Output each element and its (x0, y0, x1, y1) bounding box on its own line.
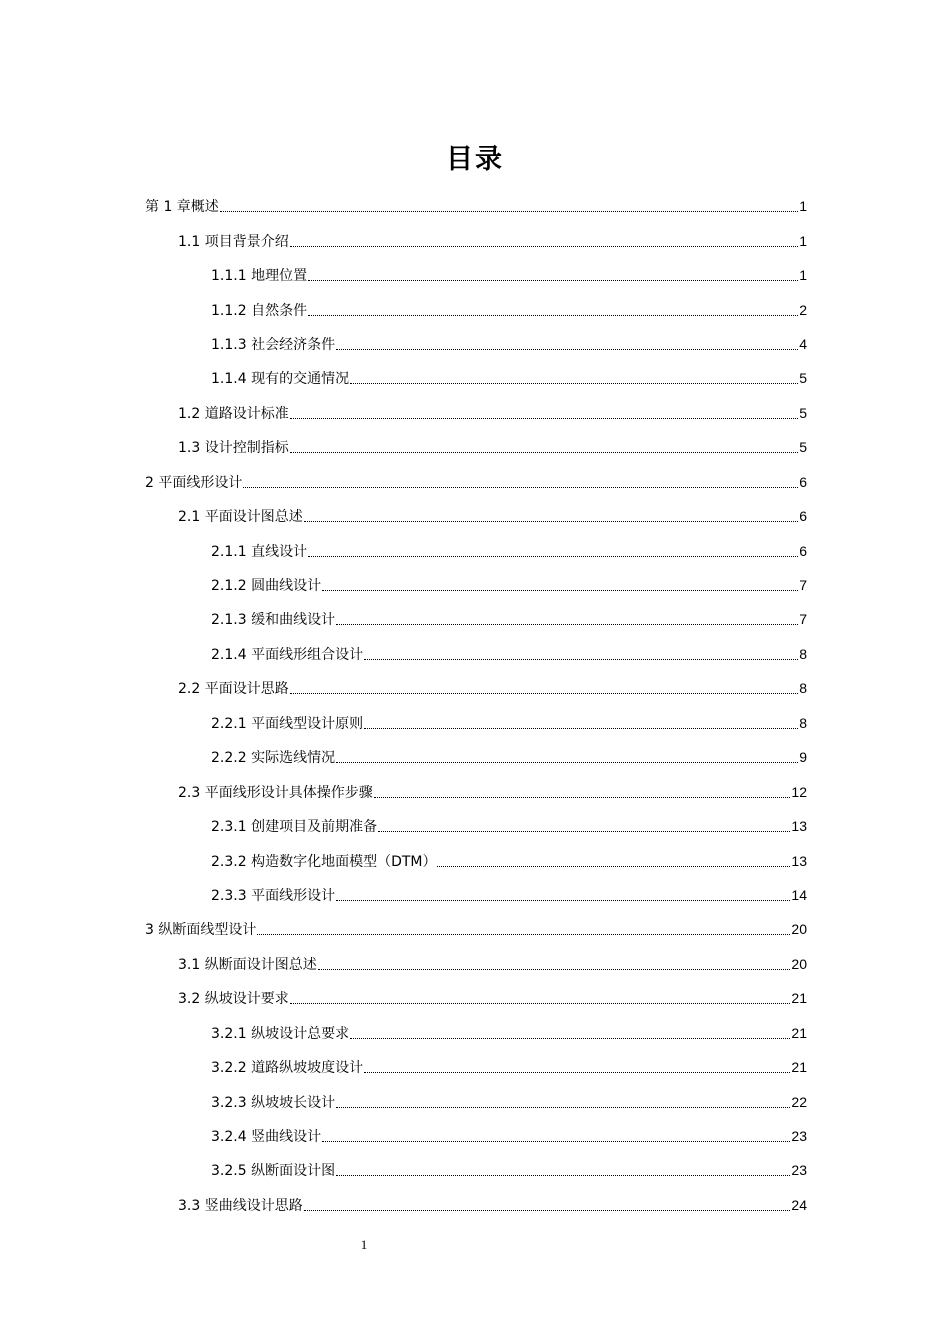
toc-entry-content (211, 747, 807, 767)
toc-dot-leader (322, 1140, 790, 1142)
toc-entry-content (211, 1023, 807, 1043)
toc-entry-page: 21 (791, 1059, 807, 1076)
toc-entry-title: 3.1 纵断面设计图总述 (178, 956, 317, 973)
toc-dot-leader (243, 486, 798, 488)
page-number: 1 (360, 1237, 368, 1252)
toc-entry[interactable] (0, 361, 950, 395)
toc-dot-leader (290, 1002, 791, 1004)
toc-entry[interactable] (0, 533, 950, 567)
toc-entry-title: 1.1.2 自然条件 (211, 302, 308, 319)
toc-entry-title: 3.2.2 道路纵坡坡度设计 (211, 1060, 364, 1077)
toc-dot-leader (308, 279, 798, 281)
toc-dot-leader (257, 933, 790, 935)
toc-entry-title: 3.3 竖曲线设计思路 (178, 1197, 303, 1214)
toc-entry-content (178, 988, 807, 1008)
toc-entry-page: 7 (799, 577, 807, 594)
toc-dot-leader (437, 865, 790, 867)
toc-entry-title: 1.3 设计控制指标 (178, 440, 289, 457)
toc-entry[interactable] (0, 602, 950, 636)
toc-entry-title: 2.2.1 平面线型设计原则 (211, 715, 364, 732)
toc-entry-content (211, 575, 807, 595)
toc-entry-page: 12 (791, 783, 807, 800)
toc-entry-title: 1.1.4 现有的交通情况 (211, 371, 350, 388)
toc-entry-title: 1.2 道路设计标准 (178, 405, 289, 422)
toc-entry-title: 3.2.1 纵坡设计总要求 (211, 1025, 350, 1042)
toc-entry-content (211, 368, 807, 388)
toc-entry-page: 5 (799, 370, 807, 387)
toc-entry[interactable] (0, 809, 950, 843)
toc-dot-leader (308, 555, 798, 557)
toc-entry-content (211, 816, 807, 836)
toc-entry-content (211, 609, 807, 629)
toc-entry-content (211, 1057, 807, 1077)
toc-entry-page: 8 (799, 714, 807, 731)
toc-entry-page: 21 (791, 990, 807, 1007)
toc-entry-page: 22 (791, 1093, 807, 1110)
toc-entry-content (178, 782, 807, 802)
toc-dot-leader (364, 658, 798, 660)
toc-dot-leader (290, 245, 798, 247)
toc-dot-leader (350, 382, 798, 384)
toc-entry[interactable] (0, 1119, 950, 1153)
toc-entry[interactable] (0, 637, 950, 671)
toc-entry-content (211, 644, 807, 664)
toc-entry-page: 5 (799, 439, 807, 456)
toc-entry-page: 20 (791, 955, 807, 972)
toc-entry-page: 1 (799, 267, 807, 284)
toc-entry-page: 13 (791, 818, 807, 835)
toc-entry-content (211, 1160, 807, 1180)
toc-entry[interactable] (0, 1084, 950, 1118)
toc-entry-title: 2.3.1 创建项目及前期准备 (211, 819, 378, 836)
toc-entry-page: 2 (799, 301, 807, 318)
toc-dot-leader (336, 899, 790, 901)
toc-entry-title: 2.1.3 缓和曲线设计 (211, 612, 336, 629)
toc-entry-page: 6 (799, 473, 807, 490)
table-of-contents (0, 189, 950, 1222)
toc-entry-content (178, 403, 807, 423)
toc-entry-content (145, 919, 807, 939)
toc-entry-title: 第 1 章概述 (145, 199, 219, 216)
toc-entry[interactable] (0, 292, 950, 326)
toc-dot-leader (336, 761, 798, 763)
toc-entry-content (211, 885, 807, 905)
toc-dot-leader (364, 1071, 790, 1073)
toc-entry-title: 2.1 平面设计图总述 (178, 509, 303, 526)
toc-dot-leader (336, 348, 798, 350)
toc-entry-page: 24 (791, 1196, 807, 1213)
toc-entry[interactable] (0, 396, 950, 430)
toc-title: 目录 (446, 144, 504, 175)
toc-entry[interactable] (0, 1188, 950, 1222)
toc-dot-leader (318, 968, 791, 970)
toc-entry-title: 3.2.3 纵坡坡长设计 (211, 1094, 336, 1111)
toc-dot-leader (304, 520, 798, 522)
toc-entry-title: 2.3 平面线形设计具体操作步骤 (178, 784, 373, 801)
toc-entry[interactable] (0, 1050, 950, 1084)
toc-entry[interactable] (0, 774, 950, 808)
toc-entry[interactable] (0, 878, 950, 912)
toc-entry-content (178, 506, 807, 526)
toc-entry-page: 4 (799, 335, 807, 352)
toc-entry-page: 21 (791, 1024, 807, 1041)
toc-entry-page: 14 (791, 886, 807, 903)
toc-entry-title: 2 平面线形设计 (145, 474, 243, 491)
toc-dot-leader (350, 1037, 790, 1039)
toc-dot-leader (336, 623, 798, 625)
toc-entry[interactable] (0, 671, 950, 705)
toc-entry-title: 2.1.2 圆曲线设计 (211, 578, 322, 595)
toc-entry[interactable] (0, 258, 950, 292)
toc-entry-title: 2.2 平面设计思路 (178, 681, 289, 698)
toc-entry-page: 6 (799, 508, 807, 525)
toc-entry-content (145, 472, 807, 492)
toc-entry-content (211, 334, 807, 354)
toc-entry-page: 9 (799, 749, 807, 766)
toc-dot-leader (290, 417, 798, 419)
toc-dot-leader (220, 210, 798, 212)
toc-dot-leader (322, 589, 798, 591)
toc-entry-page: 13 (791, 852, 807, 869)
toc-entry-content (145, 196, 807, 216)
toc-entry-title: 3.2 纵坡设计要求 (178, 991, 289, 1008)
toc-entry[interactable] (0, 223, 950, 257)
toc-entry-content (178, 678, 807, 698)
toc-entry[interactable] (0, 568, 950, 602)
toc-entry[interactable] (0, 499, 950, 533)
toc-entry-content (178, 954, 807, 974)
toc-dot-leader (290, 692, 798, 694)
toc-entry-page: 7 (799, 611, 807, 628)
toc-dot-leader (374, 796, 791, 798)
toc-entry-title: 3.2.5 纵断面设计图 (211, 1163, 336, 1180)
toc-entry-content (178, 1195, 807, 1215)
toc-entry[interactable] (0, 740, 950, 774)
toc-entry-content (211, 1092, 807, 1112)
toc-entry-content (211, 300, 807, 320)
toc-entry-content (211, 713, 807, 733)
toc-dot-leader (364, 727, 798, 729)
toc-entry-content (178, 231, 807, 251)
toc-entry[interactable] (0, 706, 950, 740)
toc-entry-page: 5 (799, 404, 807, 421)
toc-entry-page: 8 (799, 680, 807, 697)
toc-entry-content (211, 541, 807, 561)
toc-entry-page: 23 (791, 1162, 807, 1179)
toc-entry[interactable] (0, 981, 950, 1015)
toc-dot-leader (304, 1209, 791, 1211)
toc-entry[interactable] (0, 430, 950, 464)
toc-entry-title: 2.1.4 平面线形组合设计 (211, 646, 364, 663)
toc-entry[interactable] (0, 1016, 950, 1050)
toc-entry-title: 1.1.3 社会经济条件 (211, 336, 336, 353)
toc-entry[interactable] (0, 1153, 950, 1187)
toc-entry[interactable] (0, 189, 950, 223)
toc-dot-leader (336, 1106, 790, 1108)
toc-entry-page: 20 (791, 921, 807, 938)
toc-dot-leader (308, 314, 798, 316)
toc-entry[interactable] (0, 912, 950, 946)
toc-entry-title: 3.2.4 竖曲线设计 (211, 1129, 322, 1146)
toc-entry[interactable] (0, 327, 950, 361)
toc-entry[interactable] (0, 465, 950, 499)
toc-entry-content (211, 1126, 807, 1146)
toc-entry-page: 6 (799, 542, 807, 559)
toc-entry-title: 2.3.2 构造数字化地面模型（DTM） (211, 853, 437, 870)
toc-entry-title: 2.2.2 实际选线情况 (211, 750, 336, 767)
toc-entry-page: 1 (799, 198, 807, 215)
toc-entry-content (211, 851, 807, 871)
toc-entry-page: 1 (799, 232, 807, 249)
toc-dot-leader (290, 451, 798, 453)
toc-entry-title: 1.1 项目背景介绍 (178, 233, 289, 250)
toc-dot-leader (336, 1174, 790, 1176)
toc-entry[interactable] (0, 947, 950, 981)
toc-entry-title: 2.1.1 直线设计 (211, 543, 308, 560)
toc-entry-page: 8 (799, 645, 807, 662)
toc-entry-page: 23 (791, 1128, 807, 1145)
toc-entry-title: 2.3.3 平面线形设计 (211, 887, 336, 904)
toc-entry-content (178, 437, 807, 457)
toc-dot-leader (378, 830, 790, 832)
toc-entry-title: 3 纵断面线型设计 (145, 922, 257, 939)
toc-entry-content (211, 265, 807, 285)
toc-entry-title: 1.1.1 地理位置 (211, 268, 308, 285)
toc-entry[interactable] (0, 843, 950, 877)
